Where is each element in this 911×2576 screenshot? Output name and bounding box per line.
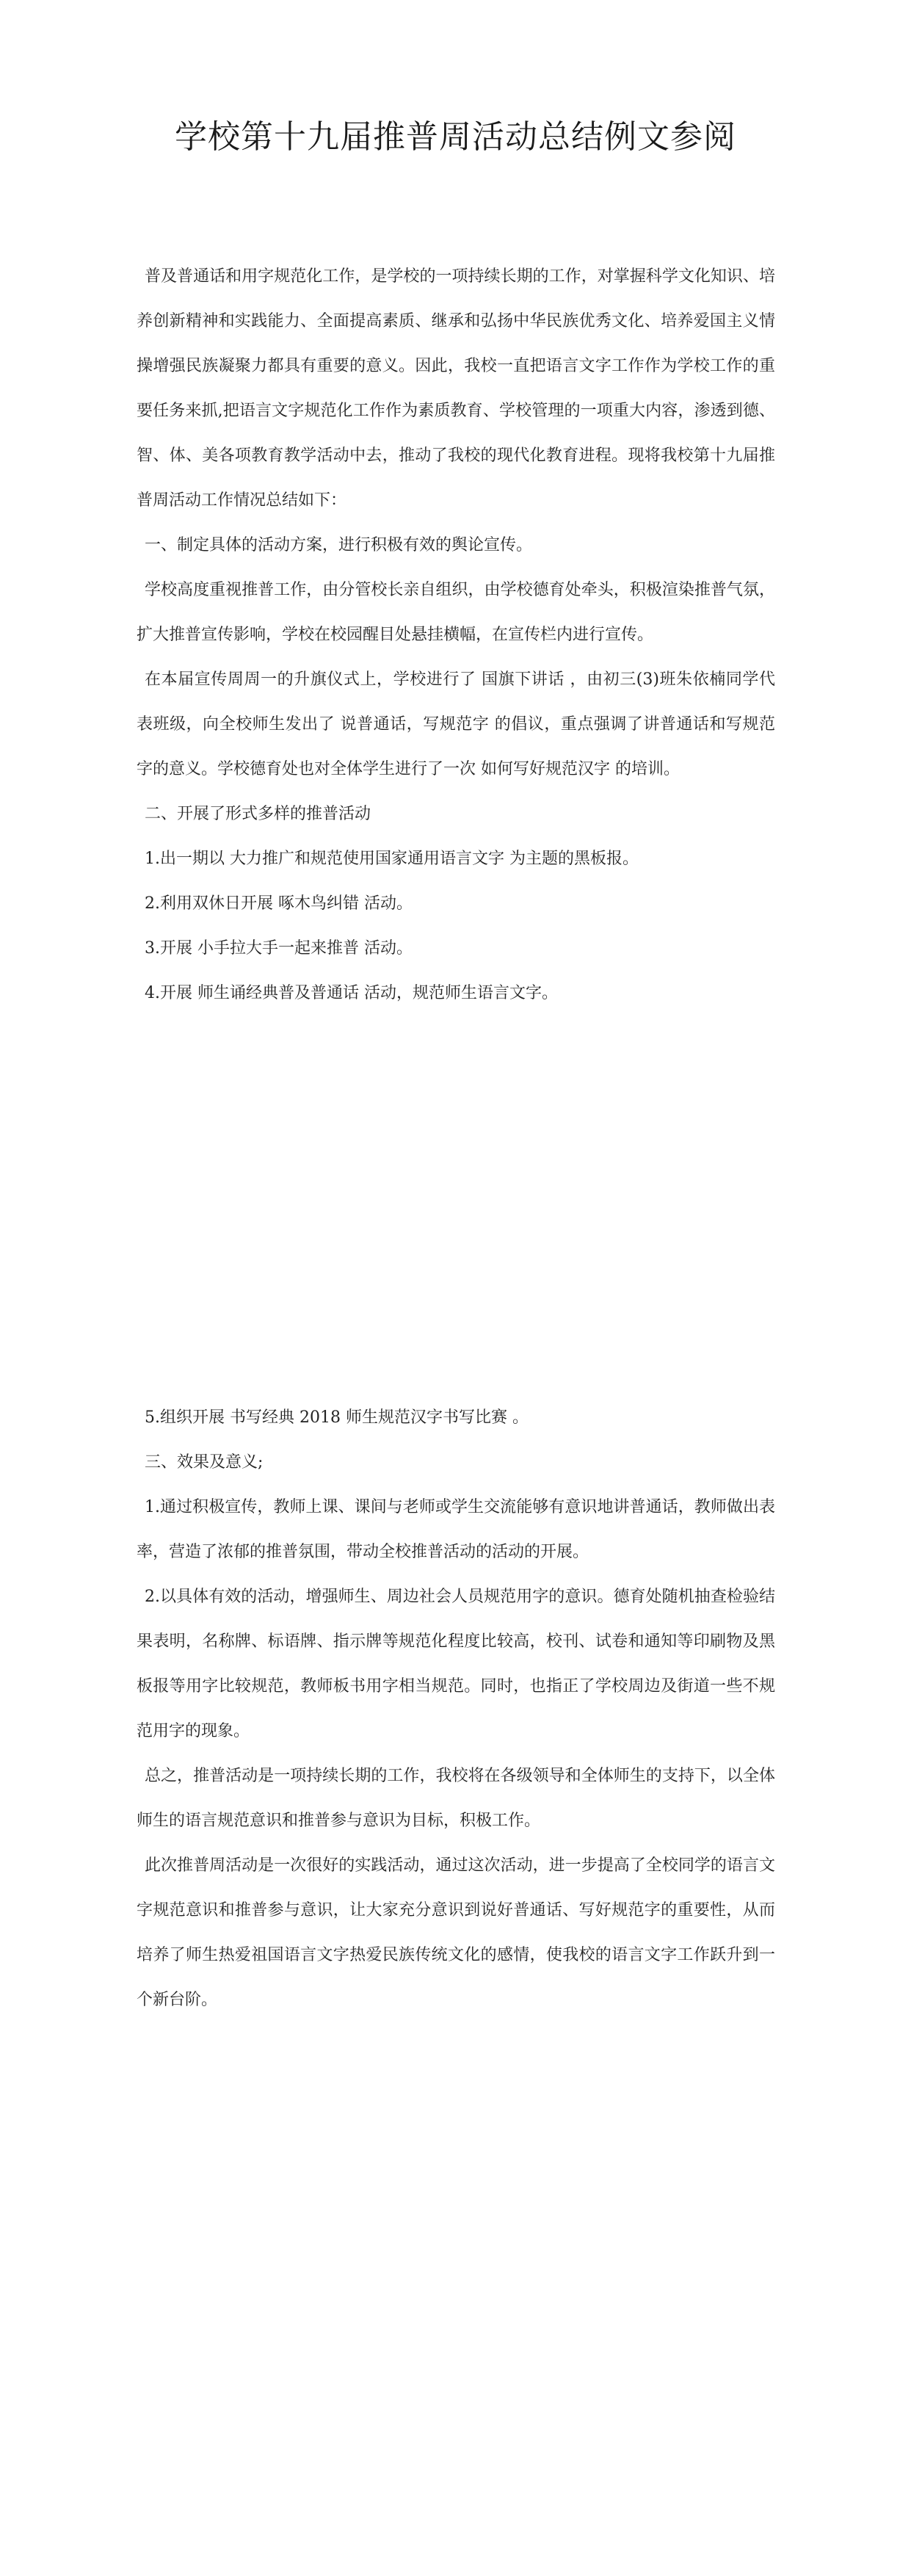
effect-paragraph-1: 1.通过积极宣传，教师上课、课间与老师或学生交流能够有意识地讲普通话，教师做出表率，营造了浓郁的推普氛围，带动全校推普活动的活动的开展。 bbox=[137, 1498, 775, 1561]
body-section-2 bbox=[137, 1395, 775, 2022]
intro-paragraph: 普及普通话和用字规范化工作，是学校的一项持续长期的工作，对掌握科学文化知识、培养创新精神和实践能力、全面提高素质、继承和弘扬中华民族优秀文化、培养爱国主义情操增强民族凝聚力都具有重要的意义。因此，我校一直把语言文字工作作为学校工作的重要任务来抓,把语言文字规范化工作作为素质教育、学校管理的一项重大内容，渗透到德、智、体、美各项教育教学活动中去，推动了我校的现代化教育进程。现将我校第十九届推普周活动工作情况总结如下： bbox=[137, 267, 775, 510]
list-item-4: 4.开展 师生诵经典普及普通话 活动，规范师生语言文字。 bbox=[145, 984, 558, 1002]
effect-paragraph-2: 2.以具体有效的活动，增强师生、周边社会人员规范用字的意识。德育处随机抽查检验结果表明，名称牌、标语牌、指示牌等规范化程度比较高，校刊、试卷和通知等印刷物及黑板报等用字比较规范，教师板书用字相当规范。同时，也指正了学校周边及街道一些不规范用字的现象。 bbox=[137, 1588, 775, 1740]
paragraph-flag-ceremony: 在本届宣传周周一的升旗仪式上，学校进行了 国旗下讲话 ，由初三(3)班朱依楠同学代表班级，向全校师生发出了 说普通话，写规范字 的倡议，重点强调了讲普通话和写规范字的意义。学校德育处也对全体学生进行了一次 如何写好规范汉字 的培训。 bbox=[137, 670, 775, 778]
document-title: 学校第十九届推普周活动总结例文参阅 bbox=[175, 118, 736, 156]
list-item-1: 1.出一期以 大力推广和规范使用国家通用语言文字 为主题的黑板报。 bbox=[145, 850, 639, 868]
list-item-2: 2.利用双休日开展 啄木鸟纠错 活动。 bbox=[145, 894, 413, 913]
section-heading-1: 一、制定具体的活动方案，进行积极有效的舆论宣传。 bbox=[145, 536, 533, 554]
section-heading-2: 二、开展了形式多样的推普活动 bbox=[145, 805, 371, 823]
conclusion-paragraph: 总之，推普活动是一项持续长期的工作，我校将在各级领导和全体师生的支持下，以全体师生的语言规范意识和推普参与意识为目标，积极工作。 bbox=[137, 1767, 775, 1830]
closing-paragraph: 此次推普周活动是一次很好的实践活动，通过这次活动，进一步提高了全校同学的语言文字规范意识和推普参与意识，让大家充分意识到说好普通话、写好规范字的重要性，从而培养了师生热爱祖国语言文字热爱民族传统文化的感情，使我校的语言文字工作跃升到一个新台阶。 bbox=[137, 1856, 775, 2009]
paragraph-publicity: 学校高度重视推普工作，由分管校长亲自组织，由学校德育处牵头，积极渲染推普气氛，扩大推普宣传影响，学校在校园醒目处悬挂横幅，在宣传栏内进行宣传。 bbox=[137, 581, 775, 644]
section-heading-3: 三、效果及意义; bbox=[145, 1453, 264, 1472]
body-section-1 bbox=[137, 254, 775, 1016]
list-item-5: 5.组织开展 书写经典 2018 师生规范汉字书写比赛 。 bbox=[145, 1408, 529, 1427]
list-item-3: 3.开展 小手拉大手一起来推普 活动。 bbox=[145, 939, 413, 958]
